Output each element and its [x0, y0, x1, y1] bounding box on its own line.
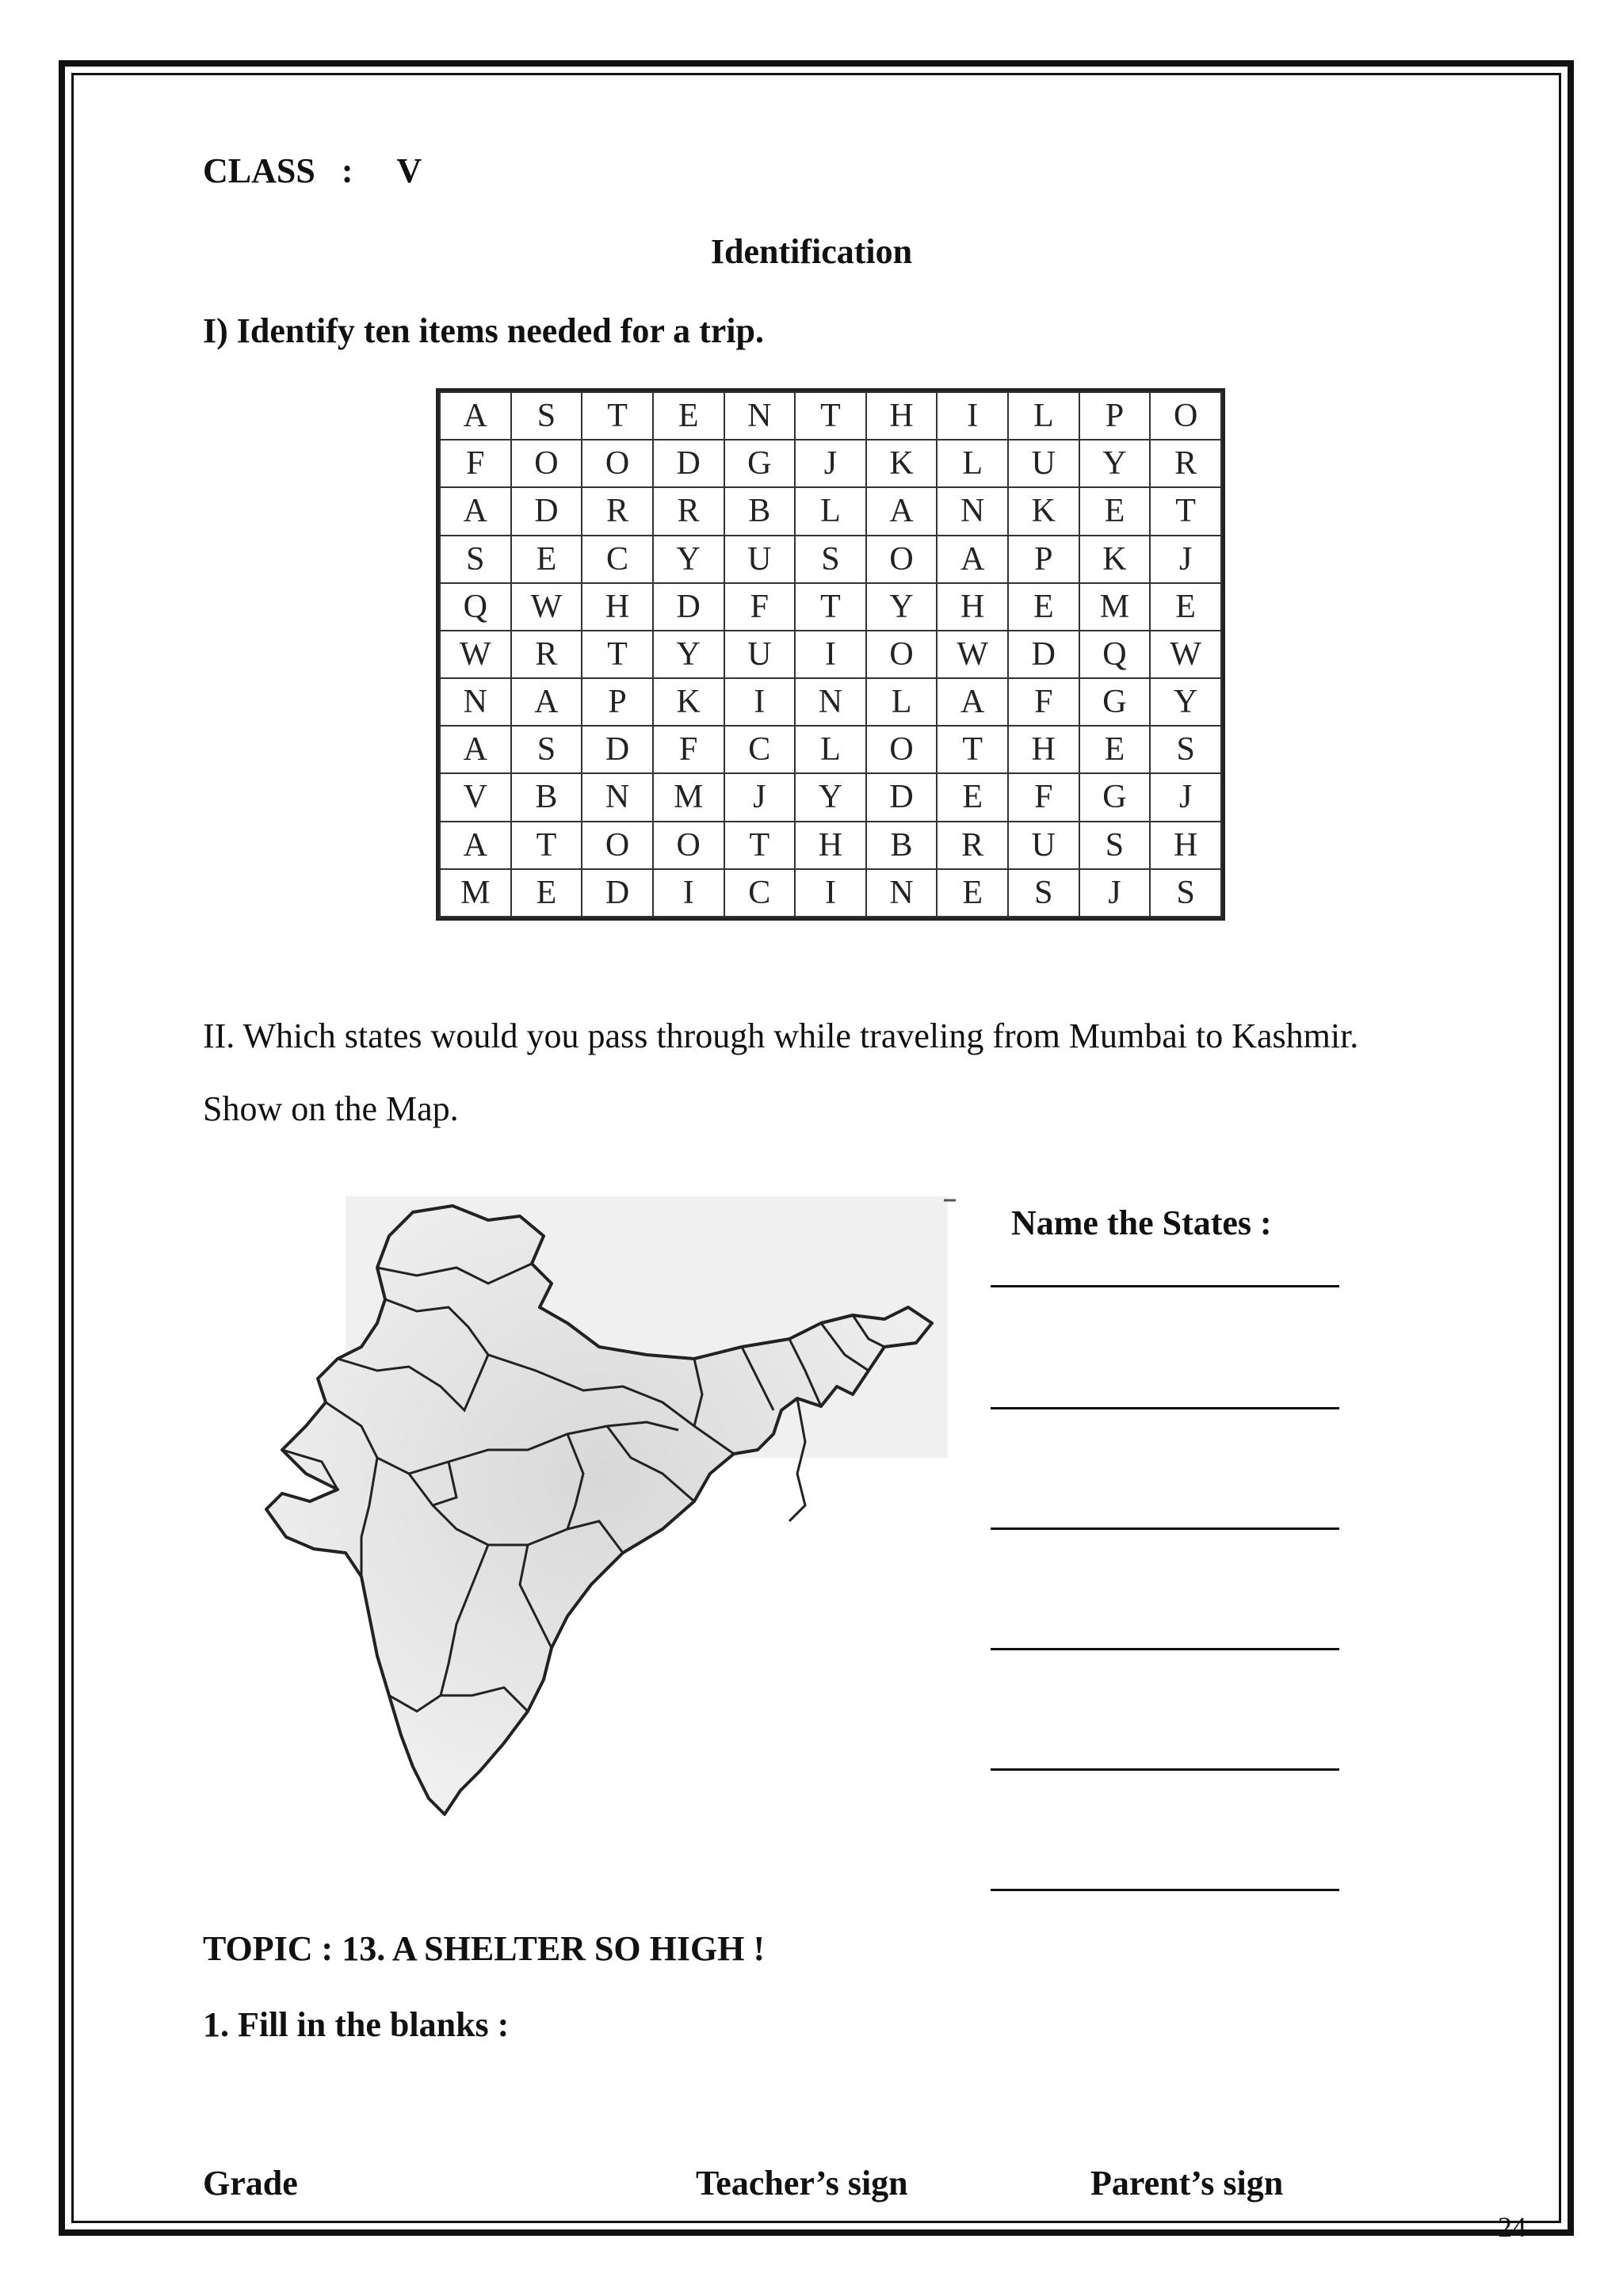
word-search-row: [440, 678, 1221, 726]
word-search-grid: [436, 388, 1225, 921]
word-search-cell[interactable]: P: [1079, 392, 1151, 440]
word-search-row: [440, 392, 1221, 440]
word-search-cell[interactable]: N: [440, 678, 511, 726]
word-search-cell[interactable]: J: [795, 440, 866, 487]
word-search-cell[interactable]: D: [866, 773, 938, 821]
word-search-cell[interactable]: H: [582, 583, 653, 631]
word-search-cell[interactable]: D: [1008, 631, 1079, 678]
word-search-cell[interactable]: N: [582, 773, 653, 821]
word-search-cell[interactable]: Y: [795, 773, 866, 821]
word-search-cell[interactable]: J: [1079, 869, 1151, 917]
word-search-cell[interactable]: Q: [440, 583, 511, 631]
word-search-row: [440, 631, 1221, 678]
word-search-cell[interactable]: D: [653, 583, 724, 631]
word-search-cell[interactable]: L: [795, 487, 866, 535]
answer-line-2[interactable]: [991, 1407, 1339, 1409]
word-search-cell[interactable]: D: [582, 726, 653, 773]
word-search-cell[interactable]: T: [511, 822, 582, 869]
fill-blanks-heading: 1. Fill in the blanks :: [203, 2005, 510, 2044]
word-search-cell[interactable]: T: [795, 392, 866, 440]
word-search-cell[interactable]: S: [1008, 869, 1079, 917]
word-search-cell[interactable]: H: [937, 583, 1008, 631]
word-search-row: [440, 583, 1221, 631]
class-label: CLASS: [203, 151, 315, 190]
word-search-cell[interactable]: J: [1150, 773, 1221, 821]
word-search-cell[interactable]: M: [653, 773, 724, 821]
page-number: 24: [1498, 2211, 1526, 2243]
word-search-cell[interactable]: S: [795, 536, 866, 583]
word-search-cell[interactable]: M: [440, 869, 511, 917]
word-search-cell[interactable]: T: [937, 726, 1008, 773]
word-search-cell[interactable]: Q: [1079, 631, 1151, 678]
word-search-cell[interactable]: P: [1008, 536, 1079, 583]
word-search-cell[interactable]: J: [1150, 536, 1221, 583]
word-search-cell[interactable]: U: [724, 536, 796, 583]
word-search-cell[interactable]: I: [795, 631, 866, 678]
word-search-cell[interactable]: F: [724, 583, 796, 631]
word-search-cell[interactable]: I: [795, 869, 866, 917]
parent-sign-label: Parent’s sign: [1090, 2164, 1284, 2203]
word-search-cell[interactable]: L: [1008, 392, 1079, 440]
word-search-cell[interactable]: Y: [653, 631, 724, 678]
word-search-cell[interactable]: A: [440, 392, 511, 440]
word-search-cell[interactable]: A: [866, 487, 938, 535]
section-title: Identification: [710, 232, 913, 271]
question-2: II. Which states would you pass through while traveling from Mumbai to Kashmir. Show on the Map.: [203, 1016, 1359, 1128]
class-row: [203, 151, 422, 191]
word-search-cell[interactable]: F: [440, 440, 511, 487]
word-search-cell[interactable]: K: [1079, 536, 1151, 583]
word-search-cell[interactable]: O: [653, 822, 724, 869]
answer-line-6[interactable]: [991, 1889, 1339, 1891]
word-search-cell[interactable]: R: [1150, 440, 1221, 487]
word-search-cell[interactable]: O: [1150, 392, 1221, 440]
word-search-cell[interactable]: S: [511, 726, 582, 773]
word-search-cell[interactable]: T: [724, 822, 796, 869]
word-search-cell[interactable]: N: [795, 678, 866, 726]
grade-label: Grade: [203, 2164, 298, 2203]
word-search-cell[interactable]: N: [724, 392, 796, 440]
word-search-cell[interactable]: G: [1079, 773, 1151, 821]
word-search-cell[interactable]: R: [653, 487, 724, 535]
word-search-cell[interactable]: D: [653, 440, 724, 487]
word-search-row: [440, 773, 1221, 821]
word-search-row: [440, 869, 1221, 917]
class-separator: :: [341, 151, 353, 190]
word-search-cell[interactable]: J: [724, 773, 796, 821]
word-search-cell[interactable]: D: [582, 869, 653, 917]
word-search-cell[interactable]: B: [511, 773, 582, 821]
word-search-cell[interactable]: Y: [866, 583, 938, 631]
word-search-cell[interactable]: U: [1008, 440, 1079, 487]
word-search-cell[interactable]: O: [866, 631, 938, 678]
word-search-cell[interactable]: S: [1079, 822, 1151, 869]
word-search-cell[interactable]: A: [440, 487, 511, 535]
answer-line-4[interactable]: [991, 1648, 1339, 1650]
word-search-cell[interactable]: S: [1150, 726, 1221, 773]
word-search-cell[interactable]: O: [511, 440, 582, 487]
word-search-cell[interactable]: O: [866, 726, 938, 773]
word-search-cell[interactable]: C: [582, 536, 653, 583]
word-search-cell[interactable]: L: [795, 726, 866, 773]
word-search-cell[interactable]: L: [866, 678, 938, 726]
word-search-cell[interactable]: F: [653, 726, 724, 773]
word-search-row: [440, 536, 1221, 583]
answer-line-1[interactable]: [991, 1285, 1339, 1287]
word-search-cell[interactable]: E: [1079, 487, 1151, 535]
word-search-cell[interactable]: P: [582, 678, 653, 726]
word-search-cell[interactable]: G: [1079, 678, 1151, 726]
word-search-cell[interactable]: M: [1079, 583, 1151, 631]
word-search-cell[interactable]: H: [795, 822, 866, 869]
word-search-cell[interactable]: C: [724, 726, 796, 773]
word-search-cell[interactable]: N: [866, 869, 938, 917]
word-search-cell[interactable]: A: [937, 536, 1008, 583]
word-search-cell[interactable]: T: [582, 631, 653, 678]
word-search-cell[interactable]: E: [511, 536, 582, 583]
word-search-cell[interactable]: R: [511, 631, 582, 678]
word-search-cell[interactable]: B: [724, 487, 796, 535]
word-search-cell[interactable]: T: [1150, 487, 1221, 535]
states-title: Name the States :: [1011, 1203, 1272, 1242]
word-search-cell[interactable]: N: [937, 487, 1008, 535]
word-search-cell[interactable]: E: [511, 869, 582, 917]
word-search-cell[interactable]: U: [724, 631, 796, 678]
word-search-cell[interactable]: B: [866, 822, 938, 869]
word-search-cell[interactable]: U: [1008, 822, 1079, 869]
word-search-cell[interactable]: E: [1079, 726, 1151, 773]
word-search-cell[interactable]: W: [1150, 631, 1221, 678]
word-search-cell[interactable]: A: [440, 822, 511, 869]
word-search-table: [439, 391, 1222, 917]
word-search-cell[interactable]: I: [724, 678, 796, 726]
word-search-cell[interactable]: A: [511, 678, 582, 726]
word-search-cell[interactable]: S: [511, 392, 582, 440]
word-search-cell[interactable]: O: [866, 536, 938, 583]
question-1: I) Identify ten items needed for a trip.: [203, 311, 764, 350]
word-search-cell[interactable]: Y: [653, 536, 724, 583]
word-search-cell[interactable]: W: [440, 631, 511, 678]
word-search-row: [440, 440, 1221, 487]
word-search-cell[interactable]: V: [440, 773, 511, 821]
word-search-cell[interactable]: C: [724, 869, 796, 917]
word-search-cell[interactable]: K: [866, 440, 938, 487]
word-search-cell[interactable]: S: [440, 536, 511, 583]
word-search-cell[interactable]: E: [1008, 583, 1079, 631]
word-search-cell[interactable]: I: [937, 392, 1008, 440]
word-search-cell[interactable]: I: [653, 869, 724, 917]
word-search-cell[interactable]: W: [511, 583, 582, 631]
word-search-cell[interactable]: K: [653, 678, 724, 726]
word-search-cell[interactable]: G: [724, 440, 796, 487]
word-search-cell[interactable]: E: [937, 869, 1008, 917]
word-search-cell[interactable]: Y: [1150, 678, 1221, 726]
word-search-row: [440, 726, 1221, 773]
word-search-cell[interactable]: S: [1150, 869, 1221, 917]
word-search-cell[interactable]: H: [1150, 822, 1221, 869]
word-search-cell[interactable]: F: [1008, 773, 1079, 821]
topic-title: TOPIC : 13. A SHELTER SO HIGH !: [203, 1929, 766, 1968]
india-map: [250, 1188, 964, 1830]
word-search-cell[interactable]: R: [582, 487, 653, 535]
word-search-cell[interactable]: F: [1008, 678, 1079, 726]
answer-line-3[interactable]: [991, 1527, 1339, 1530]
word-search-cell[interactable]: H: [866, 392, 938, 440]
word-search-cell[interactable]: E: [937, 773, 1008, 821]
class-value: V: [396, 151, 422, 190]
word-search-cell[interactable]: D: [511, 487, 582, 535]
word-search-cell[interactable]: O: [582, 440, 653, 487]
word-search-cell[interactable]: L: [937, 440, 1008, 487]
word-search-cell[interactable]: O: [582, 822, 653, 869]
word-search-cell[interactable]: W: [937, 631, 1008, 678]
word-search-row: [440, 822, 1221, 869]
word-search-cell[interactable]: A: [440, 726, 511, 773]
word-search-cell[interactable]: Y: [1079, 440, 1151, 487]
word-search-cell[interactable]: A: [937, 678, 1008, 726]
word-search-row: [440, 487, 1221, 535]
word-search-cell[interactable]: E: [653, 392, 724, 440]
word-search-cell[interactable]: R: [937, 822, 1008, 869]
answer-line-5[interactable]: [991, 1768, 1339, 1771]
word-search-cell[interactable]: E: [1150, 583, 1221, 631]
word-search-cell[interactable]: T: [795, 583, 866, 631]
word-search-cell[interactable]: T: [582, 392, 653, 440]
word-search-cell[interactable]: H: [1008, 726, 1079, 773]
teacher-sign-label: Teacher’s sign: [696, 2164, 908, 2203]
word-search-cell[interactable]: K: [1008, 487, 1079, 535]
